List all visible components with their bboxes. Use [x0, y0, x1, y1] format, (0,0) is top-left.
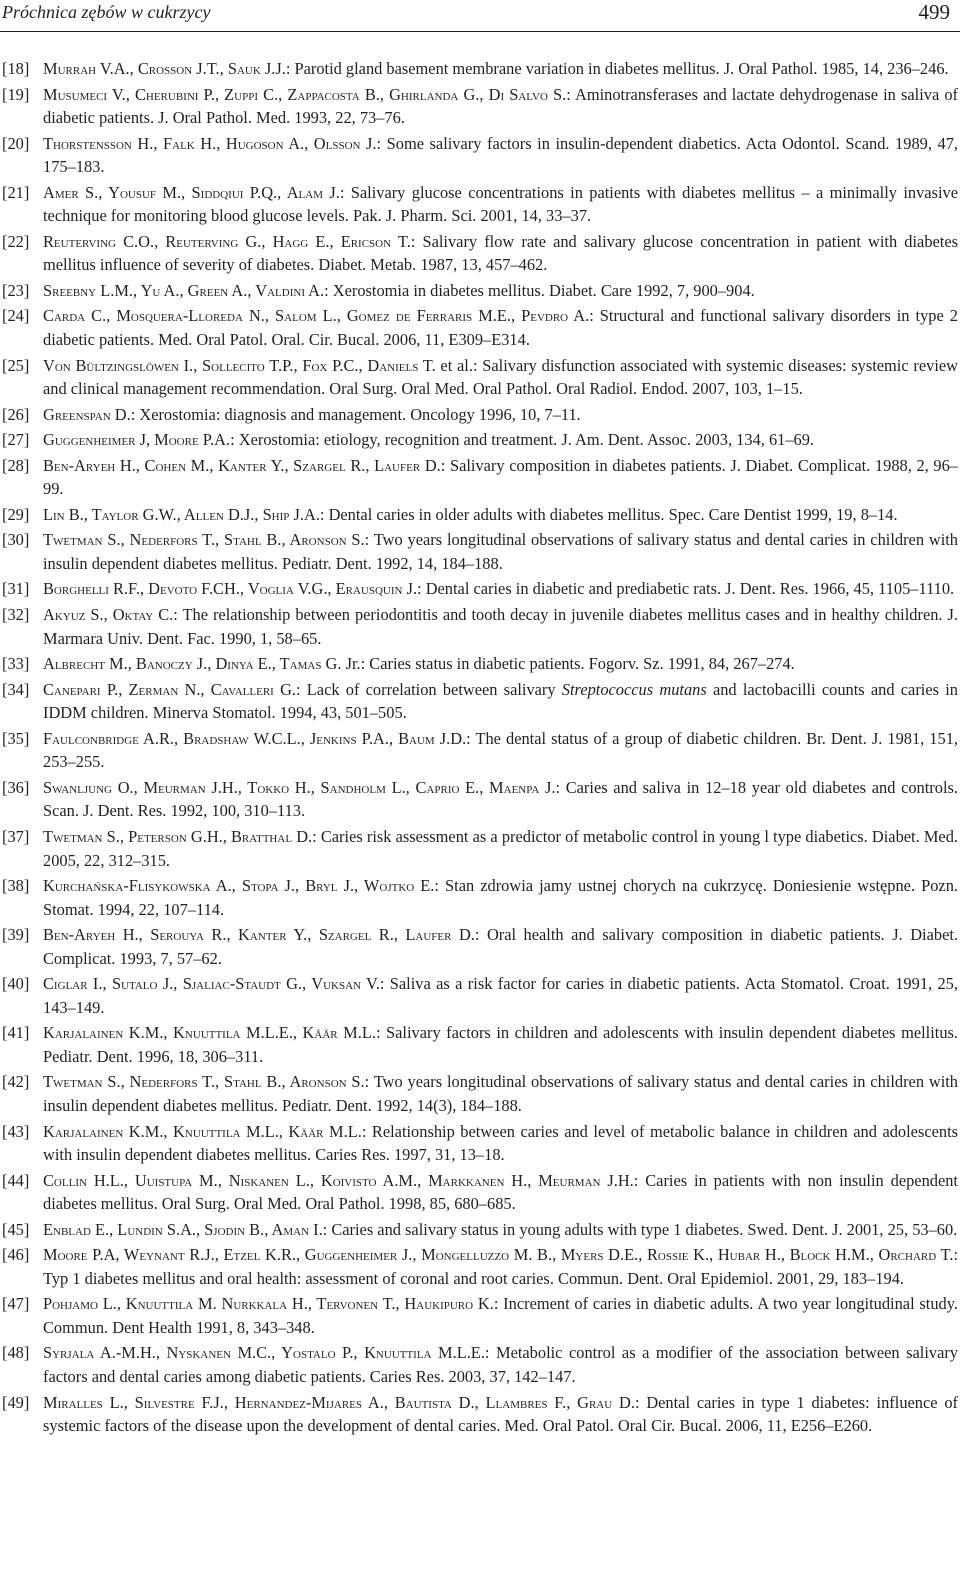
- reference-details: : Caries in patients with non insulin dependent diabetes mellitus. Oral Surg. Oral Med. Oral Pathol. 1998, 85, 680–685.: [43, 1170, 958, 1214]
- reference-number: [22]: [2, 231, 30, 251]
- reference-authors: Thorstensson H., Falk H., Hugoson A., Olsson J.: [43, 133, 377, 153]
- reference-details: : Lack of correlation between salivary: [296, 679, 562, 699]
- reference-italic-term: Streptococcus mutans: [561, 679, 707, 699]
- reference-authors: Borghelli R.F., Devoto F.CH., Voglia V.G., Erausquin J.: [43, 579, 418, 599]
- reference-details: : The relationship between periodontitis and tooth decay in juvenile diabetes mellitus cases and in healthy children. J. Marmara Univ. Dent. Fac. 1990, 1, 58–65.: [43, 605, 958, 648]
- reference-number: [43]: [2, 1121, 30, 1141]
- reference-text: [43, 505, 898, 524]
- reference-entry: [0, 403, 958, 427]
- reference-number: [23]: [2, 280, 30, 300]
- reference-details: : Typ 1 diabetes mellitus and oral health: assessment of coronal and root caries. Commun. Dent. Oral Epidemiol. 2001, 29, 183–194.: [43, 1245, 958, 1288]
- reference-details: Jr.: Caries status in diabetic patients. Fogorv. Sz. 1991, 84, 267–274.: [341, 654, 795, 674]
- reference-details: : Metabolic control as a modifier of the association between salivary factors and dental caries among diabetic patients. Caries Res. 2003, 37, 142–147.: [43, 1343, 958, 1386]
- reference-details: : Xerostomia: etiology, recognition and treatment. J. Am. Dent. Assoc. 2003, 134, 61–69.: [230, 430, 815, 450]
- reference-authors: Kurchańska-Flisykowska A., Stopa J., Bryl J., Wojtko E.: [43, 876, 435, 896]
- reference-number: [41]: [2, 1023, 30, 1043]
- reference-details: : Xerostomia in diabetes mellitus. Diabet. Care 1992, 7, 900–904.: [324, 280, 755, 300]
- reference-entry: [0, 503, 958, 527]
- reference-text: [43, 579, 954, 598]
- reference-authors: Ben-Aryeh H., Cohen M., Kanter Y., Szargel R., Laufer D.: [43, 455, 441, 475]
- reference-text: [43, 183, 958, 226]
- reference-entry: [0, 1021, 958, 1068]
- reference-number: [27]: [2, 430, 30, 450]
- reference-entry: [0, 428, 958, 452]
- reference-authors: Murrah V.A., Crosson J.T., Sauk J.J.: [43, 59, 286, 78]
- reference-details: : Salivary glucose concentrations in patients with diabetes mellitus – a minimally invasive technique for monitoring blood glucose levels. Pak. J. Pharm. Sci. 2001, 14, 33–37.: [43, 182, 958, 226]
- reference-text: [43, 925, 958, 968]
- reference-details: : Dental caries in diabetic and prediabetic rats. J. Dent. Res. 1966, 45, 1105–1110.: [417, 579, 955, 599]
- reference-text: [43, 1294, 958, 1337]
- reference-text: [43, 430, 814, 449]
- reference-entry: [0, 727, 958, 774]
- reference-text: [43, 306, 958, 349]
- reference-text: [43, 134, 958, 177]
- reference-details: : Two years longitudinal observations of salivary status and dental caries in children with insulin dependent diabetes mellitus. Pediatr. Dent. 1992, 14(3), 184–188.: [43, 1072, 959, 1115]
- reference-details: : Salivary flow rate and salivary glucose concentration in patient with diabetes mellitus influence of severity of diabetes. Diabet. Metab. 1987, 13, 457–462.: [43, 231, 958, 275]
- reference-number: [38]: [2, 876, 30, 896]
- reference-authors: Pohjamo L., Knuuttila M. Nurkkala H., Tervonen T., Haukipuro K.: [43, 1294, 494, 1314]
- reference-details: : Dental caries in older adults with diabetes mellitus. Spec. Care Dentist 1999, 19, 8–14.: [319, 504, 898, 524]
- reference-number: [19]: [2, 84, 30, 104]
- reference-text: [43, 456, 958, 499]
- reference-authors: Ciglar I., Sutalo J., Sjaliac-Staudt G., Vuksan V.: [43, 974, 380, 994]
- reference-entry: [0, 1391, 958, 1438]
- reference-text: [43, 974, 958, 1017]
- reference-details: : Xerostomia: diagnosis and management. Oncology 1996, 10, 7–11.: [130, 404, 581, 424]
- reference-entry: [0, 577, 958, 601]
- page-header: [0, 0, 960, 32]
- reference-number: [25]: [2, 355, 30, 375]
- reference-authors: Moore P.A, Weynant R.J., Etzel K.R., Guggenheimer J., Mongelluzzo M. B., Myers D.E., Rossie K., Hubar H., Block H.M., Orchard T.: [43, 1245, 954, 1265]
- reference-details: : Two years longitudinal observations of salivary status and dental caries in children with insulin dependent diabetes mellitus. Pediatr. Dent. 1992, 14, 184–188.: [43, 530, 959, 573]
- reference-details: : Some salivary factors in insulin-dependent diabetics. Acta Odontol. Scand. 1989, 47, 175–183.: [43, 133, 958, 177]
- reference-authors: Ben-Aryeh H., Serouya R., Kanter Y., Szargel R., Laufer D.: [43, 925, 475, 945]
- reference-text: [43, 1023, 958, 1066]
- reference-details: : Aminotransferases and lactate dehydrogenase in saliva of diabetic patients. J. Oral Pathol. Med. 1993, 22, 73–76.: [43, 84, 958, 128]
- reference-authors: Twetman S., Nederfors T., Stahl B., Aronson S.: [43, 1072, 365, 1092]
- reference-text: [43, 876, 958, 919]
- reference-number: [39]: [2, 925, 30, 945]
- reference-text: [43, 680, 958, 723]
- page-number: 499: [918, 0, 950, 24]
- reference-list: [0, 57, 958, 1440]
- reference-text: [43, 281, 755, 300]
- reference-number: [35]: [2, 728, 30, 748]
- reference-details: : Oral health and salivary composition in diabetic patients. J. Diabet. Complicat. 1993, 7, 57–62.: [43, 925, 959, 968]
- reference-text: [43, 1343, 958, 1386]
- reference-entry: [0, 304, 958, 351]
- reference-entry: [0, 652, 958, 676]
- reference-details: : Caries and salivary status in young adults with type 1 diabetes. Swed. Dent. J. 2001, 25, 53–60.: [322, 1219, 958, 1239]
- reference-entry: [0, 279, 958, 303]
- reference-number: [36]: [2, 777, 30, 797]
- reference-authors: Carda C., Mosquera-Lloreda N., Salom L., Gomez de Ferraris M.E., Pevdro A.: [43, 306, 590, 326]
- reference-details: : Salivary composition in diabetes patients. J. Diabet. Complicat. 1988, 2, 96–99.: [43, 455, 958, 499]
- reference-details: : Increment of caries in diabetic adults. A two year longitudinal study. Commun. Dent Health 1991, 8, 343–348.: [43, 1294, 958, 1337]
- reference-number: [45]: [2, 1219, 30, 1239]
- reference-text: [43, 1220, 957, 1239]
- reference-entry: [0, 1169, 958, 1216]
- running-title: Próchnica zębów w cukrzycy: [2, 2, 211, 22]
- reference-details: : The dental status of a group of diabetic children. Br. Dent. J. 1981, 151, 253–255.: [43, 728, 958, 772]
- reference-authors: Karjalainen K.M., Knuuttila M.L., Käär M.L.: [43, 1121, 362, 1141]
- reference-number: [26]: [2, 404, 30, 424]
- reference-number: [29]: [2, 504, 30, 524]
- reference-authors: Von Bültzingslöwen I., Sollecito T.P., Fox P.C., Daniels T.: [43, 355, 436, 375]
- reference-details: : Saliva as a risk factor for caries in diabetic patients. Acta Stomatol. Croat. 1991, 25, 143–149.: [43, 974, 958, 1017]
- reference-text: [43, 405, 581, 424]
- reference-text: [43, 232, 958, 275]
- reference-number: [37]: [2, 826, 30, 846]
- reference-text: [43, 654, 795, 673]
- reference-authors: Albrecht M., Banoczy J., Dinya E., Tamas G.: [43, 654, 342, 674]
- reference-entry: [0, 1070, 958, 1117]
- reference-text: [43, 1245, 958, 1288]
- reference-entry: [0, 1243, 958, 1290]
- reference-entry: [0, 1218, 958, 1242]
- reference-text: [43, 1072, 958, 1115]
- reference-entry: [0, 1292, 958, 1339]
- reference-details: : Salivary factors in children and adolescents with insulin dependent diabetes mellitus. Pediatr. Dent. 1996, 18, 306–311.: [43, 1023, 959, 1066]
- reference-authors: Swanljung O., Meurman J.H., Tokko H., Sandholm L., Caprio E., Maenpa J.: [43, 777, 556, 797]
- reference-authors: Guggenheimer J, Moore P.A.: [43, 430, 231, 450]
- reference-authors: Enblad E., Lundin S.A., Sjodin B., Aman I.: [43, 1219, 323, 1239]
- reference-number: [20]: [2, 133, 30, 153]
- reference-authors: Karjalainen K.M., Knuuttila M.L.E., Käär M.L.: [43, 1023, 376, 1043]
- reference-number: [28]: [2, 455, 30, 475]
- reference-number: [30]: [2, 530, 30, 550]
- reference-text: [43, 778, 958, 821]
- reference-authors: Collin H.L., Uuistupa M., Niskanen L., Koivisto A.M., Markkanen H., Meurman J.H.: [43, 1170, 634, 1190]
- reference-entry: [0, 230, 958, 277]
- reference-authors: Reuterving C.O., Reuterving G., Hagg E., Ericson T.: [43, 231, 411, 251]
- reference-authors: Greenspan D.: [43, 404, 131, 424]
- reference-number: [18]: [2, 59, 30, 78]
- reference-details: and lactobacilli counts and caries in IDDM children. Minerva Stomatol. 1994, 43, 501–505.: [43, 679, 958, 723]
- reference-authors: Twetman S., Nederfors T., Stahl B., Aronson S.: [43, 530, 365, 550]
- reference-authors: Amer S., Yousuf M., Siddqiui P.Q., Alam J.: [43, 182, 340, 202]
- reference-entry: [0, 923, 958, 970]
- reference-authors: Miralles L., Silvestre F.J., Hernandez-Mijares A., Bautista D., Llambres F., Grau D.: [43, 1392, 635, 1412]
- reference-authors: Canepari P., Zerman N., Cavalleri G.: [43, 679, 296, 699]
- reference-text: [43, 729, 958, 772]
- reference-authors: Sreebny L.M., Yu A., Green A., Valdini A.: [43, 280, 325, 300]
- reference-entry: [0, 1341, 958, 1388]
- reference-authors: Faulconbridge A.R., Bradshaw W.C.L., Jenkins P.A., Baum J.D.: [43, 728, 467, 748]
- reference-entry: [0, 354, 958, 401]
- reference-details: : Structural and functional salivary disorders in type 2 diabetic patients. Med. Oral Patol. Oral. Cir. Bucal. 2006, 11, E309–E314.: [43, 306, 958, 350]
- reference-number: [24]: [2, 306, 30, 326]
- reference-text: [43, 1393, 958, 1436]
- reference-authors: Syrjala A.-M.H., Nyskanen M.C., Yostalo P., Knuuttila M.L.E.: [43, 1343, 485, 1363]
- reference-authors: Musumeci V., Cherubini P., Zuppi C., Zappacosta B., Ghirlanda G., Di Salvo S.: [43, 84, 567, 104]
- reference-text: [43, 59, 949, 78]
- reference-details: : Relationship between caries and level of metabolic balance in children and adolescents with insulin dependent diabetes mellitus. Caries Res. 1997, 31, 13–18.: [43, 1121, 959, 1165]
- reference-text: [43, 356, 958, 399]
- reference-text: [43, 827, 958, 870]
- reference-entry: [0, 972, 958, 1019]
- reference-entry: [0, 132, 958, 179]
- reference-number: [33]: [2, 654, 30, 674]
- reference-entry: [0, 181, 958, 228]
- reference-number: [32]: [2, 605, 30, 625]
- reference-entry: [0, 776, 958, 823]
- reference-entry: [0, 454, 958, 501]
- reference-number: [40]: [2, 974, 30, 994]
- reference-number: [31]: [2, 579, 30, 599]
- reference-number: [34]: [2, 679, 30, 699]
- reference-entry: [0, 57, 958, 81]
- reference-number: [48]: [2, 1343, 30, 1363]
- reference-entry: [0, 1120, 958, 1167]
- reference-details: : Dental caries in type 1 diabetes: influence of systemic factors of the disease upon the development of dental caries. Med. Oral Patol. Oral Cir. Bucal. 2006, 11, E256–E260.: [43, 1392, 959, 1436]
- reference-details: et al.: Salivary disfunction associated with systemic diseases: systemic review and clinical management recommendation. Oral Surg. Oral Med. Oral Pathol. Oral Radiol. Endod. 2007, 103, 1–15.: [43, 355, 958, 399]
- reference-entry: [0, 528, 958, 575]
- reference-authors: Twetman S., Peterson G.H., Bratthal D.: [43, 826, 313, 846]
- reference-authors: Akyuz S., Oktay C.: [43, 605, 174, 625]
- reference-details: : Caries and saliva in 12–18 year old diabetes and controls. Scan. J. Dent. Res. 1992, 100, 310–113.: [43, 777, 958, 821]
- reference-number: [42]: [2, 1072, 30, 1092]
- reference-text: [43, 1122, 958, 1165]
- reference-number: [46]: [2, 1245, 30, 1265]
- reference-details: : Parotid gland basement membrane variation in diabetes mellitus. J. Oral Pathol. 1985, 14, 236–246.: [285, 59, 949, 78]
- reference-number: [47]: [2, 1294, 30, 1314]
- reference-entry: [0, 678, 958, 725]
- reference-entry: [0, 874, 958, 921]
- reference-number: [44]: [2, 1170, 30, 1190]
- reference-text: [43, 605, 958, 648]
- reference-details: : Caries risk assessment as a predictor of metabolic control in young l type diabetics. Diabet. Med. 2005, 22, 312–315.: [43, 826, 958, 870]
- reference-text: [43, 530, 958, 573]
- reference-entry: [0, 825, 958, 872]
- reference-authors: Lin B., Taylor G.W., Allen D.J., Ship J.A.: [43, 504, 320, 524]
- reference-number: [21]: [2, 182, 30, 202]
- reference-entry: [0, 603, 958, 650]
- reference-number: [49]: [2, 1392, 30, 1412]
- reference-text: [43, 1171, 958, 1214]
- reference-entry: [0, 83, 958, 130]
- reference-text: [43, 85, 958, 128]
- reference-details: : Stan zdrowia jamy ustnej chorych na cukrzycę. Doniesienie wstępne. Pozn. Stomat. 1994, 22, 107–114.: [43, 876, 958, 919]
